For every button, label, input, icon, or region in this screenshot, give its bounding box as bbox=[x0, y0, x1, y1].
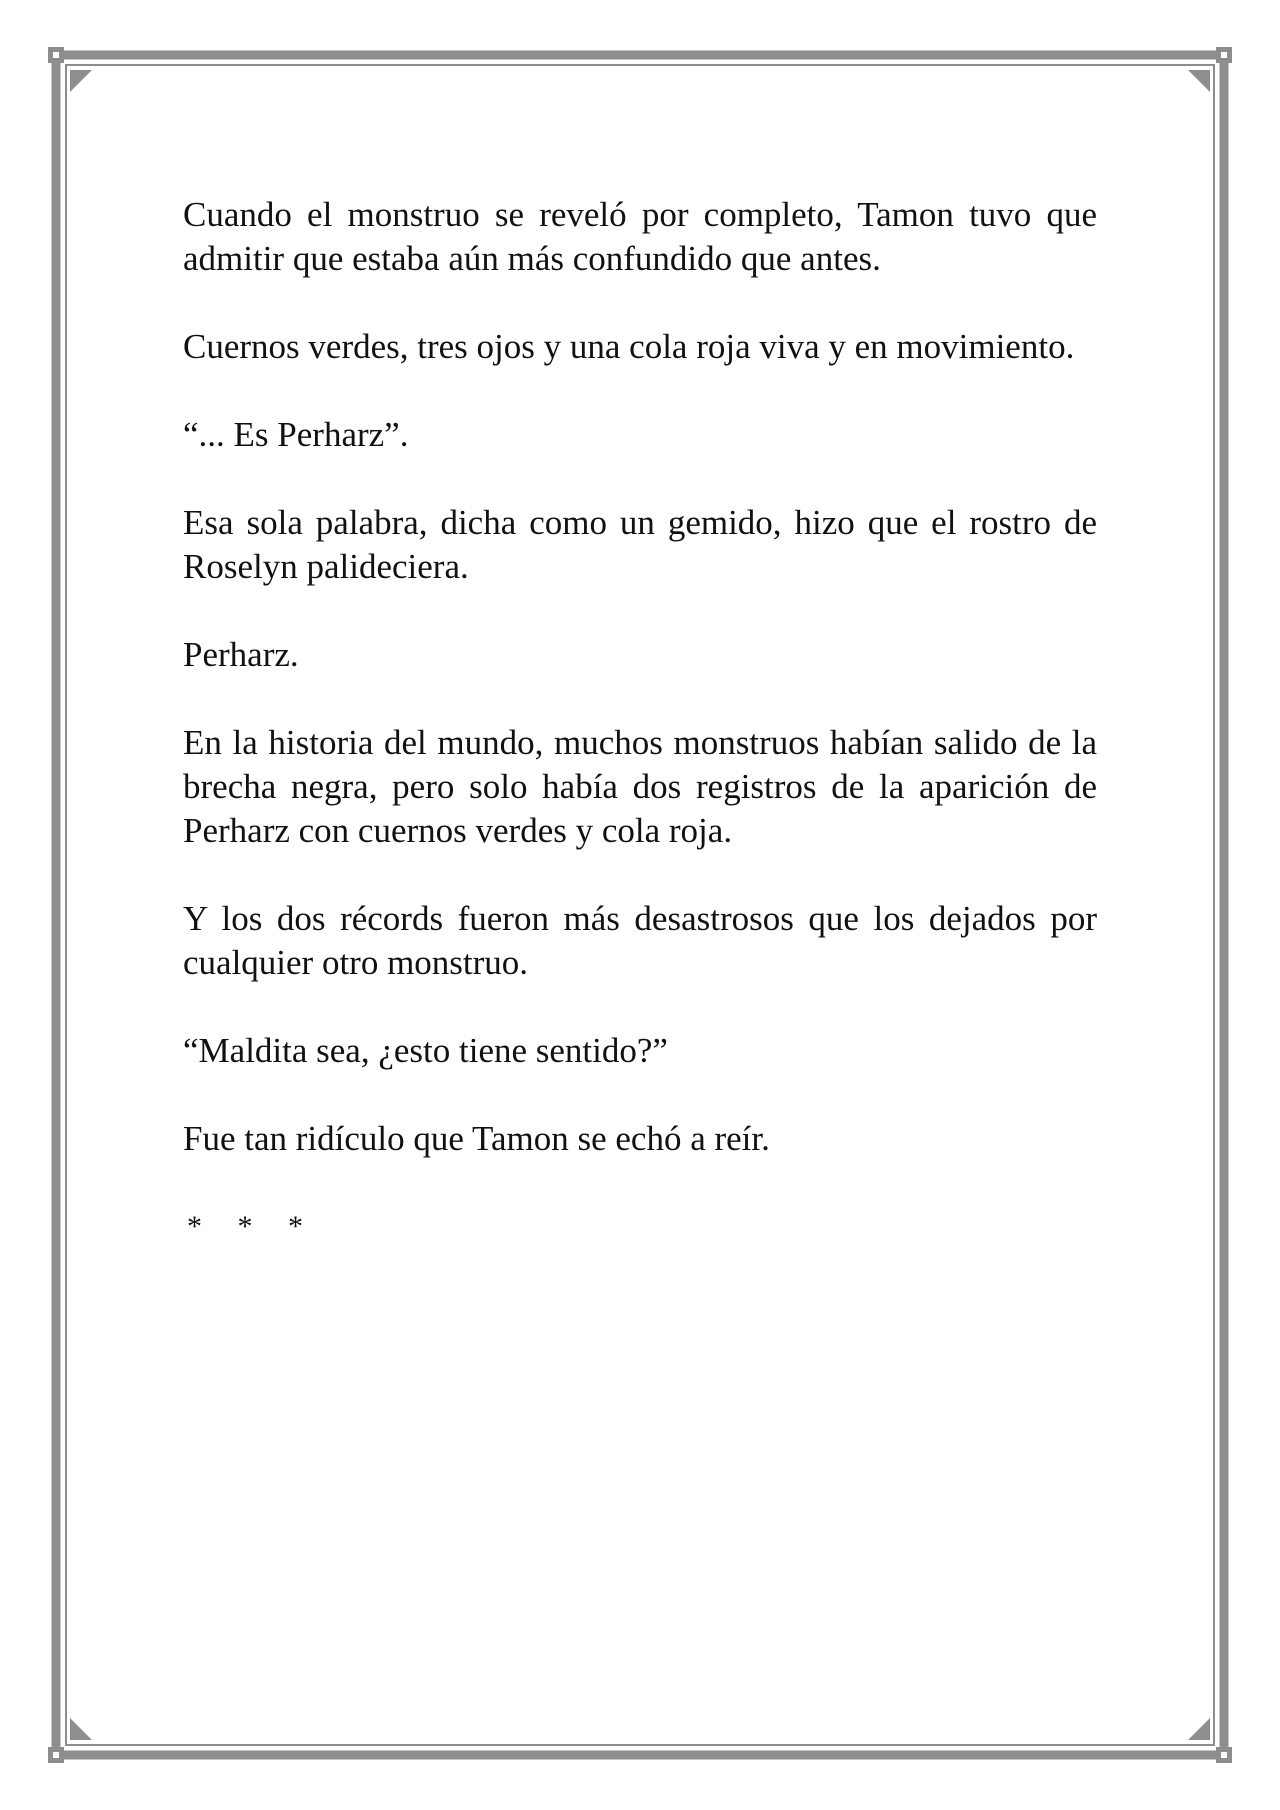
corner-triangle-top-right bbox=[1188, 70, 1210, 92]
paragraph-1: Cuando el monstruo se reveló por completo, Tamon tuvo que admitir que estaba aún más confundido que antes. bbox=[183, 195, 1097, 278]
scene-separator: * * * bbox=[187, 1210, 317, 1243]
document-body bbox=[183, 193, 1097, 1249]
paragraph-5: Perharz. bbox=[183, 635, 299, 674]
corner-triangle-bottom-right bbox=[1188, 1718, 1210, 1740]
paragraph-9: Fue tan ridículo que Tamon se echó a reír. bbox=[183, 1119, 770, 1158]
paragraph-4: Esa sola palabra, dicha como un gemido, hizo que el rostro de Roselyn palideciera. bbox=[183, 503, 1097, 586]
paragraph-6: En la historia del mundo, muchos monstruos habían salido de la brecha negra, pero solo había dos registros de la aparición de Perharz con cuernos verdes y cola roja. bbox=[183, 723, 1097, 850]
paragraph-2: Cuernos verdes, tres ojos y una cola roja viva y en movimiento. bbox=[183, 327, 1075, 366]
corner-triangle-bottom-left bbox=[70, 1718, 92, 1740]
corner-triangle-top-left bbox=[70, 70, 92, 92]
paragraph-8: “Maldita sea, ¿esto tiene sentido?” bbox=[183, 1031, 668, 1070]
paragraph-3: “... Es Perharz”. bbox=[183, 415, 409, 454]
paragraph-7: Y los dos récords fueron más desastrosos que los dejados por cualquier otro monstruo. bbox=[183, 899, 1097, 982]
